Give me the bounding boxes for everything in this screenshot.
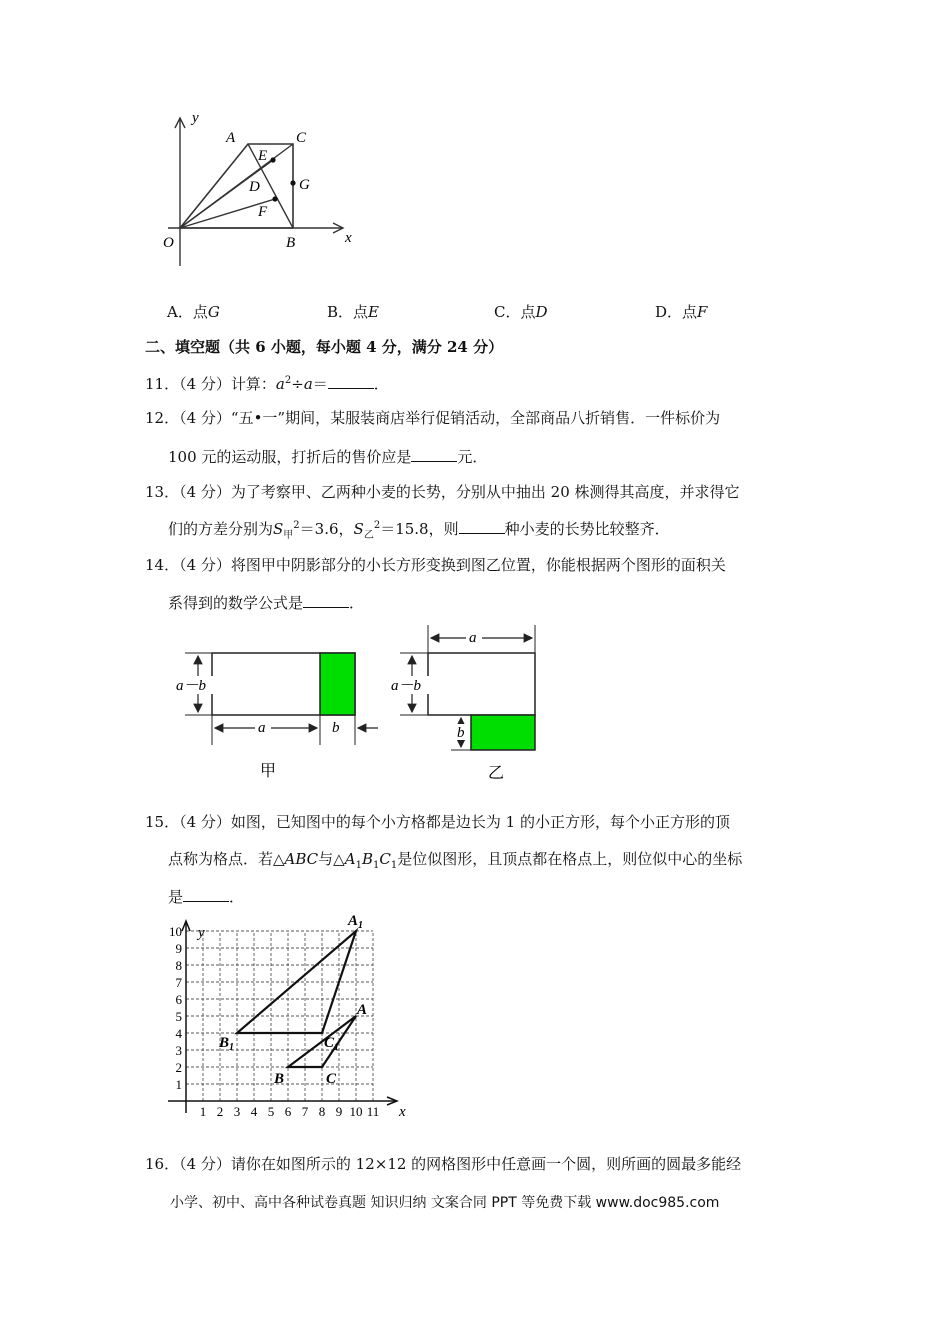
question-12-line2: 100 元的运动服，打折后的售价应是 元． — [168, 448, 488, 466]
x-tick-label: 6 — [284, 1104, 292, 1119]
fig1-label-e: E — [258, 148, 268, 164]
question-13-line1: 13．（4 分）为了考察甲、乙两种小麦的长势，分别从中抽出 20 株测得其高度，并求得它 — [145, 483, 740, 501]
question-16-line1: 16．（4 分）请你在如图所示的 12×12 的网格图形中任意画一个圆，则所画的圆最多能经 — [145, 1155, 742, 1173]
q10-option-a: A．点G — [167, 303, 220, 321]
x-tick-label: 4 — [250, 1104, 258, 1119]
x-tick-label: 1 — [199, 1104, 207, 1119]
x-tick-label: 7 — [301, 1104, 309, 1119]
fig1-x-label: x — [345, 230, 352, 246]
jia-side-label: a－b — [176, 678, 207, 694]
y-tick-label: 6 — [175, 992, 182, 1007]
q13-answer-blank — [459, 518, 505, 534]
label-c: C — [326, 1071, 337, 1087]
y-tick-label: 3 — [175, 1043, 182, 1058]
q11-answer-blank — [328, 373, 374, 389]
question-14-line2: 系得到的数学公式是 ． — [168, 594, 365, 612]
fig1-label-c: C — [296, 130, 307, 146]
q14-answer-blank — [303, 592, 349, 608]
question-12-line1: 12．（4 分）“五•一”期间，某服装商店举行促销活动，全部商品八折销售．一件标价为 — [145, 409, 721, 427]
label-b1: $B_1$ — [219, 1035, 235, 1053]
question-15-line2: 点称为格点．若△ABC与$\triangle A_1B_1C_1$是位似图形，且顶点都在格点上，则位似中心的坐标 — [168, 850, 743, 871]
y-tick-label: 8 — [175, 958, 182, 973]
x-tick-label: 11 — [366, 1104, 380, 1119]
q15-grid-figure — [160, 915, 420, 1130]
label-b: B — [274, 1071, 285, 1087]
question-15-line1: 15．（4 分）如图，已知图中的每个小方格都是边长为 1 的小正方形，每个小正方形的顶 — [145, 813, 730, 831]
section-heading: 二、填空题（共 6 小题，每小题 4 分，满分 24 分） — [145, 338, 504, 356]
fig1-y-label: y — [192, 110, 199, 126]
question-14-line1: 14．（4 分）将图甲中阴影部分的小长方形变换到图乙位置，你能根据两个图形的面积关 — [145, 556, 726, 574]
yi-shaded-rect — [471, 715, 535, 750]
q14-figure — [160, 620, 560, 785]
x-tick-label: 5 — [267, 1104, 275, 1119]
yi-top-a-label: a — [469, 630, 477, 646]
x-axis-label: x — [399, 1104, 406, 1120]
q10-option-c: C．点D — [494, 303, 548, 321]
label-a: A — [357, 1002, 368, 1018]
question-11: 11．（4 分）计算：$a^2\div a=$ ． — [145, 375, 389, 393]
q10-figure — [160, 108, 360, 273]
y-tick-label: 1 — [175, 1077, 182, 1092]
y-tick-label: 2 — [175, 1060, 182, 1075]
jia-bottom-b-label: b — [332, 720, 340, 736]
page-footer: 小学、初中、高中各种试卷真题 知识归纳 文案合同 PPT 等免费下载 www.doc985.com — [170, 1195, 720, 1211]
fig1-label-b: B — [286, 235, 296, 251]
jia-caption: 甲 — [260, 763, 277, 780]
q10-option-d: D．点F — [655, 303, 708, 321]
yi-side-label: a－b — [391, 678, 422, 694]
x-tick-label: 8 — [318, 1104, 326, 1119]
x-tick-label: 3 — [233, 1104, 241, 1119]
y-tick-label: 5 — [175, 1009, 182, 1024]
question-13-line2: 们的方差分别为$S_甲^2=3.6$，$S_乙^2=15.8$，则 种小麦的长势比较整齐． — [168, 520, 670, 541]
q12-answer-blank — [411, 446, 457, 462]
x-tick-label: 2 — [216, 1104, 224, 1119]
jia-bottom-a-label: a — [258, 720, 266, 736]
fig1-label-o: O — [163, 235, 174, 251]
fig1-label-f: F — [258, 204, 268, 220]
triangle-a1b1c1 — [237, 931, 356, 1033]
y-tick-label: 10 — [169, 924, 182, 939]
y-axis-label: y — [198, 925, 205, 941]
question-15-line3: 是 ． — [168, 888, 245, 906]
y-tick-label: 4 — [175, 1026, 182, 1041]
q10-option-b: B．点E — [327, 303, 379, 321]
q15-answer-blank — [183, 886, 229, 902]
yi-caption: 乙 — [488, 765, 505, 782]
x-tick-label: 9 — [335, 1104, 343, 1119]
label-a1: $A_1$ — [348, 915, 364, 931]
x-tick-label: 10 — [349, 1104, 363, 1119]
y-tick-label: 7 — [175, 975, 182, 990]
fig1-label-d: D — [249, 179, 260, 195]
yi-small-b-label: b — [457, 725, 465, 741]
fig1-label-g: G — [299, 177, 310, 193]
fig1-label-a: A — [226, 130, 236, 146]
y-tick-label: 9 — [175, 941, 182, 956]
label-c1: $C_1$ — [324, 1035, 340, 1053]
jia-shaded-rect — [320, 653, 355, 715]
